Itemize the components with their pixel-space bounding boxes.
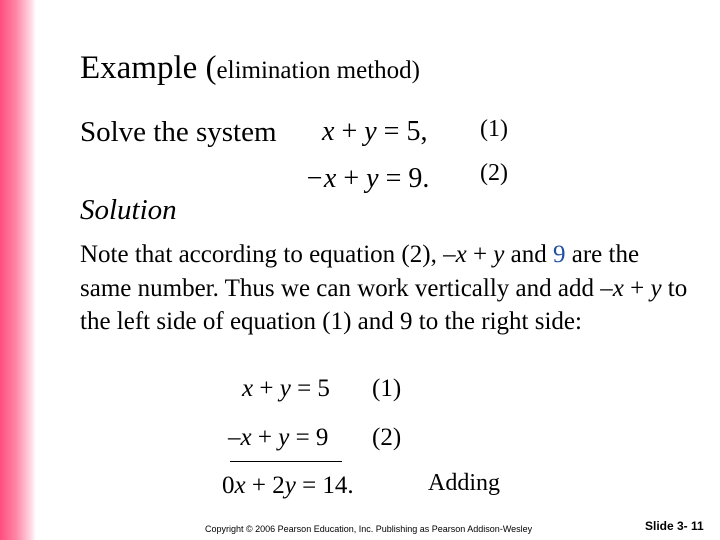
w3-x: x <box>234 472 246 499</box>
w3-y: y <box>284 472 296 499</box>
w3-eq: = 14. <box>295 472 354 499</box>
slide-number: Slide 3- 11 <box>645 519 704 533</box>
work-row-1-label: (1) <box>372 375 402 402</box>
side-accent-bar <box>0 0 36 540</box>
w2-x: –x <box>228 424 252 451</box>
w2-y: y <box>278 424 290 451</box>
para-plus: + <box>466 241 494 268</box>
w1-op: + <box>253 375 280 402</box>
w3-zero: 0 <box>222 472 235 499</box>
eq2-rhs: = 9. <box>385 163 430 194</box>
w3-plus-two: + 2 <box>245 472 285 499</box>
w1-y: y <box>279 375 291 402</box>
para-part-2: are the same number. Thus we can work vertically and add <box>80 241 640 302</box>
work-row-2-label: (2) <box>372 424 402 451</box>
solution-heading: Solution <box>80 194 177 226</box>
para-and: and <box>504 241 554 268</box>
w1-eq: = 5 <box>290 375 330 402</box>
system-equation-1-label: (1) <box>480 116 508 142</box>
para-neg-x: –x <box>443 241 467 268</box>
adding-note: Adding <box>428 470 500 496</box>
eq2-x: −x <box>305 163 337 194</box>
prompt-text: Solve the system <box>80 116 277 148</box>
eq1-op: + <box>341 116 358 147</box>
para-nine: 9 <box>553 241 566 268</box>
slide-title <box>80 50 420 87</box>
work-sum-row <box>222 472 354 500</box>
eq2-y: y <box>366 163 379 194</box>
w1-x: x <box>242 375 254 402</box>
para-y-2: y <box>650 274 662 302</box>
solution-paragraph <box>80 238 690 339</box>
para-plus-2: + <box>623 274 651 302</box>
para-part-3: to the left side of equation (1) and 9 to the right side: <box>80 274 688 335</box>
sum-divider-line <box>230 461 342 462</box>
work-row-2 <box>228 424 328 452</box>
w2-op: + <box>251 424 279 451</box>
system-equation-2-label: (2) <box>480 160 508 186</box>
para-part-1: Note that according to equation (2), <box>80 241 444 268</box>
system-equation-1 <box>322 116 427 148</box>
para-neg-x-2: –x <box>600 274 624 302</box>
copyright-footer: Copyright © 2006 Pearson Education, Inc. Publishing as Pearson Addison-Wesley <box>205 524 533 534</box>
work-row-1 <box>242 375 330 403</box>
para-y: y <box>493 241 505 268</box>
eq1-y: y <box>364 116 377 147</box>
title-main: Example ( <box>80 50 217 86</box>
system-equation-2 <box>305 163 429 195</box>
eq1-rhs: = 5, <box>383 116 428 147</box>
title-method: elimination method) <box>216 57 420 84</box>
eq2-op: + <box>343 163 360 194</box>
eq1-x: x <box>322 116 335 147</box>
w2-eq: = 9 <box>289 424 329 451</box>
